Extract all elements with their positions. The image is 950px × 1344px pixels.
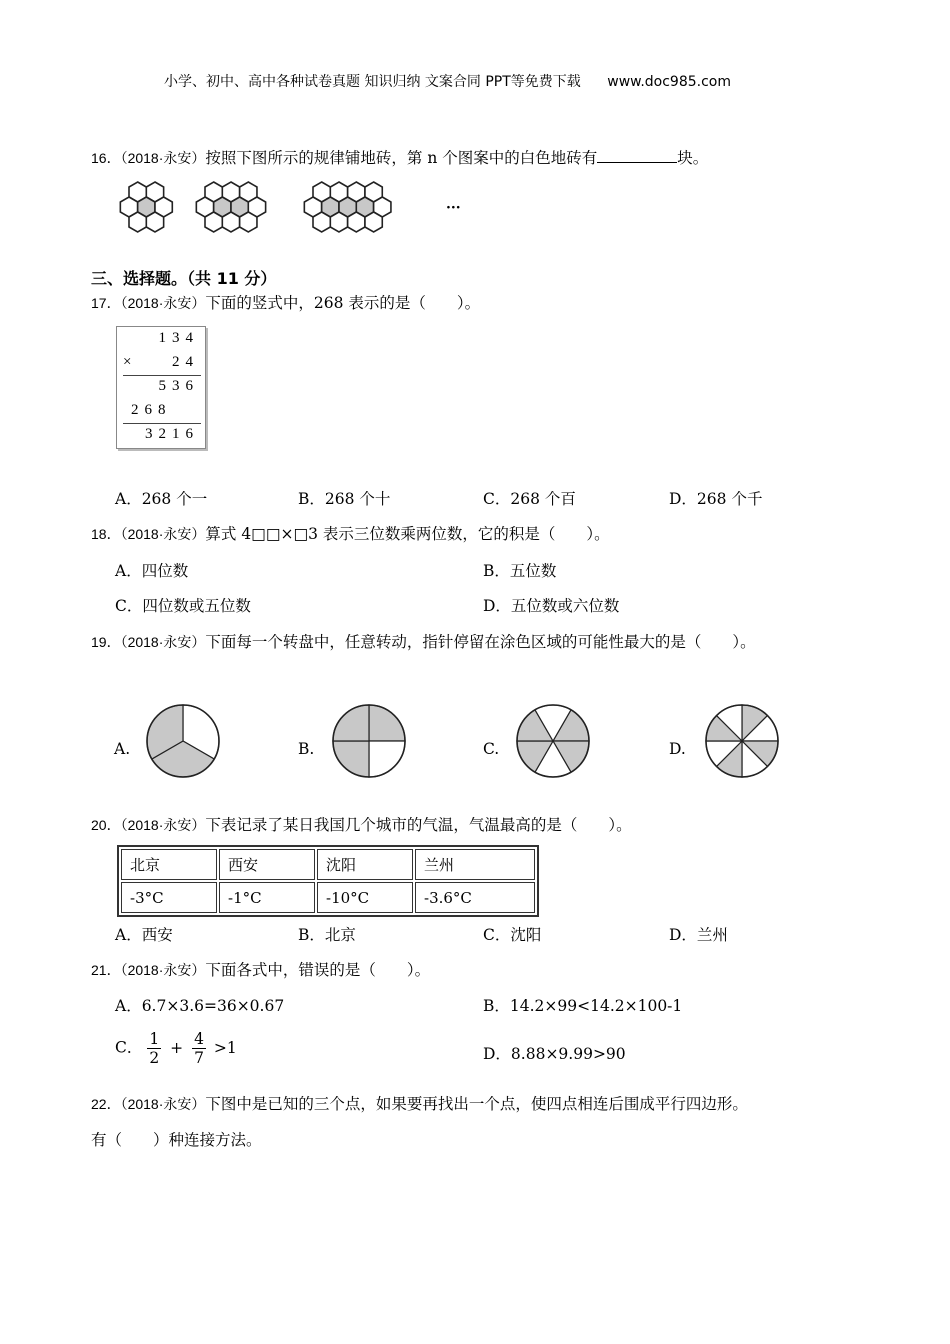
table-cell: -1°C [219, 882, 315, 913]
question-16 [91, 146, 708, 168]
question-21 [91, 958, 430, 980]
option-b[interactable]: B．五位数 [483, 562, 557, 580]
plus-sign: + [170, 1038, 184, 1057]
option-c[interactable]: C．268 个百 [483, 490, 576, 508]
question-22-line2: 有（ ）种连接方法。 [91, 1131, 262, 1149]
question-number: 16． [91, 150, 121, 166]
option-d[interactable]: D．268 个千 [669, 490, 763, 508]
header-url[interactable]: www.doc985.com [607, 74, 731, 90]
header-text: 小学、初中、高中各种试卷真题 知识归纳 文案合同 PPT等免费下载 [164, 74, 581, 90]
question-text: 算式 4□□×□3 表示三位数乘两位数，它的积是（ ）。 [205, 525, 610, 543]
question-source: （2018·永安） [120, 1096, 206, 1112]
partial-product-1: 536 [158, 378, 199, 394]
rule-line [123, 375, 201, 376]
spinner-c[interactable] [515, 703, 591, 779]
question-text: 下面的竖式中，268 表示的是（ ）。 [205, 294, 481, 312]
option-c[interactable]: C．沈阳 [483, 926, 542, 944]
question-17 [91, 291, 480, 313]
question-text: 下面每一个转盘中，任意转动，指针停留在涂色区域的可能性最大的是（ ）。 [205, 633, 756, 651]
pattern-3 [304, 182, 391, 232]
table-cell: -3°C [121, 882, 217, 913]
option-b[interactable]: B．14.2×99<14.2×100-1 [483, 997, 683, 1015]
question-source: （2018·永安） [120, 295, 206, 311]
option-d[interactable]: D．8.88×9.99>90 [483, 1045, 626, 1063]
question-text: 下图中是已知的三个点，如果要再找出一个点，使四点相连后围成平行四边形。 [205, 1095, 748, 1113]
product: 3216 [145, 426, 199, 442]
question-number: 20． [91, 817, 121, 833]
option-label: C． [115, 1038, 143, 1057]
denominator: 7 [194, 1049, 204, 1067]
table-cell: 西安 [219, 849, 315, 880]
question-text: 按照下图所示的规律铺地砖，第 n 个图案中的白色地砖有 [205, 149, 598, 167]
option-c[interactable] [115, 1030, 237, 1067]
answer-blank[interactable] [597, 148, 677, 163]
question-number: 18． [91, 526, 121, 542]
numerator: 4 [194, 1030, 204, 1048]
table-row [121, 882, 535, 913]
option-c[interactable]: C．四位数或五位数 [115, 597, 251, 615]
question-text: 下面各式中，错误的是（ ）。 [205, 961, 431, 979]
question-source: （2018·永安） [120, 526, 206, 542]
question-22 [91, 1092, 748, 1114]
multiplicand: 134 [158, 330, 199, 346]
table-cell: -10°C [317, 882, 413, 913]
fraction [147, 1030, 161, 1067]
denominator: 2 [149, 1049, 160, 1067]
question-19 [91, 630, 756, 652]
pattern-1 [120, 182, 172, 232]
hexagon-tile-patterns [115, 180, 445, 245]
comparison: >1 [213, 1038, 237, 1057]
table-cell: 兰州 [415, 849, 535, 880]
multiplier: 24 [172, 354, 199, 370]
spinner-a[interactable] [145, 703, 221, 779]
times-sign: × [123, 354, 132, 370]
spinner-b[interactable] [331, 703, 407, 779]
rule-line [123, 423, 201, 424]
table-cell: 北京 [121, 849, 217, 880]
partial-product-2: 268 [131, 402, 172, 418]
option-b[interactable]: B．268 个十 [298, 490, 391, 508]
pattern-2 [196, 182, 265, 232]
option-b[interactable]: B．北京 [298, 926, 356, 944]
section-title: 三、选择题。（共 11 分） [91, 269, 277, 288]
page-header [164, 71, 731, 91]
option-d[interactable]: D. [669, 740, 686, 758]
question-source: （2018·永安） [120, 817, 206, 833]
vertical-multiplication [116, 326, 206, 449]
question-number: 22． [91, 1096, 121, 1112]
numerator: 1 [149, 1030, 160, 1048]
temperature-table [117, 845, 539, 917]
option-d[interactable]: D．兰州 [669, 926, 728, 944]
question-source: （2018·永安） [120, 150, 206, 166]
question-source: （2018·永安） [120, 634, 206, 650]
question-text-end: 块。 [677, 149, 709, 167]
pattern-ellipsis: ··· [446, 200, 461, 216]
question-18 [91, 522, 610, 544]
fraction [192, 1030, 206, 1067]
question-20 [91, 813, 632, 835]
option-a[interactable]: A．四位数 [115, 562, 189, 580]
option-a[interactable]: A．西安 [115, 926, 173, 944]
table-cell: -3.6°C [415, 882, 535, 913]
question-text: 下表记录了某日我国几个城市的气温，气温最高的是（ ）。 [205, 816, 632, 834]
option-c[interactable]: C. [483, 740, 500, 758]
option-b[interactable]: B. [298, 740, 315, 758]
option-a[interactable]: A．268 个一 [115, 490, 208, 508]
question-number: 19． [91, 634, 121, 650]
spinner-d[interactable] [704, 703, 780, 779]
table-row [121, 849, 535, 880]
option-a[interactable]: A．6.7×3.6=36×0.67 [115, 997, 285, 1015]
question-source: （2018·永安） [120, 962, 206, 978]
question-number: 21． [91, 962, 121, 978]
question-number: 17． [91, 295, 121, 311]
option-a[interactable]: A. [114, 740, 131, 758]
option-d[interactable]: D．五位数或六位数 [483, 597, 620, 615]
table-cell: 沈阳 [317, 849, 413, 880]
